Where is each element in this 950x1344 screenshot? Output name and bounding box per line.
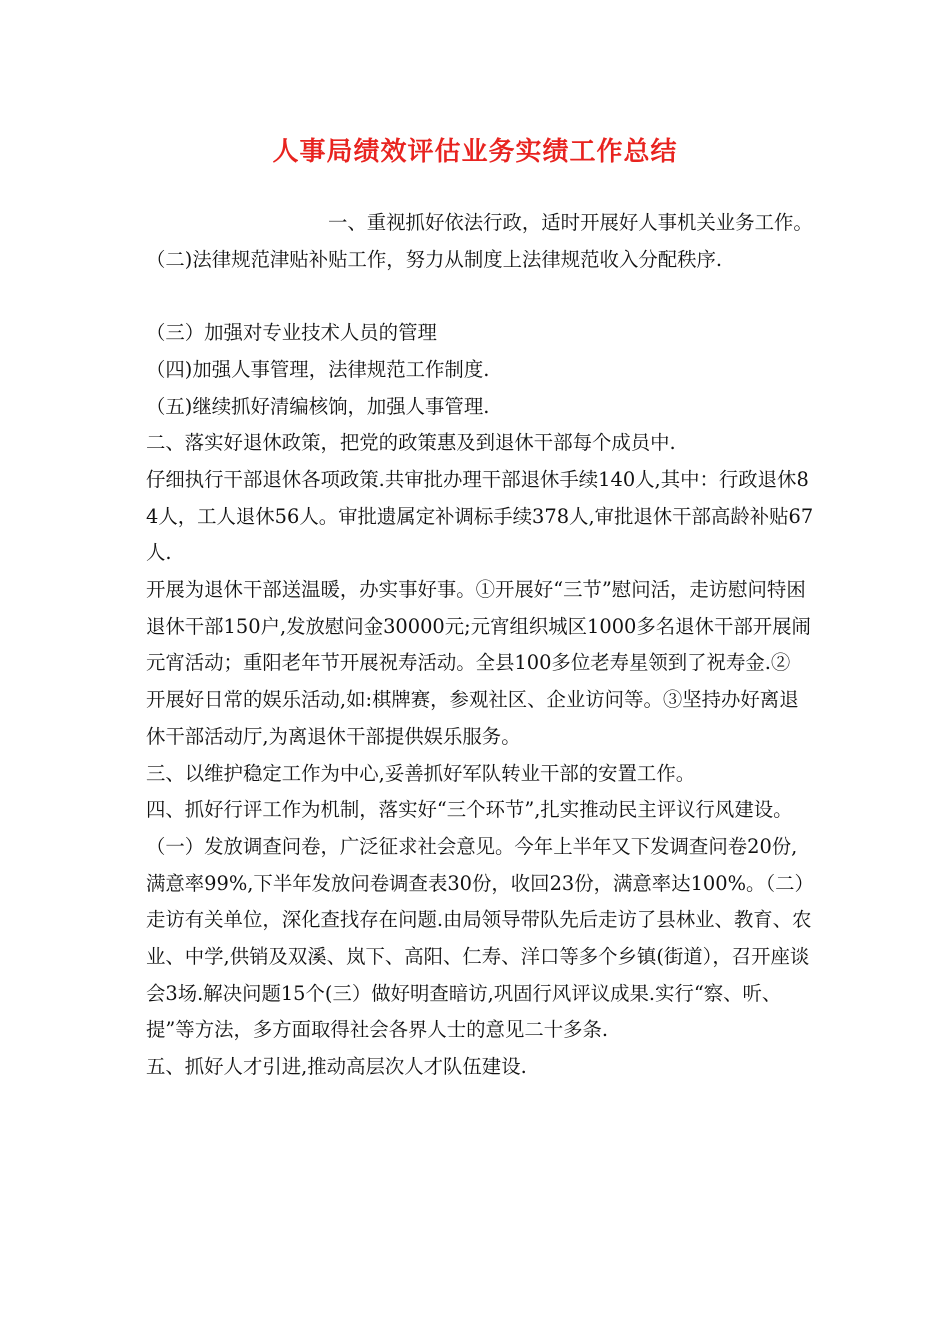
retirement-policy-paragraph: 仔细执行干部退休各项政策.共审批办理干部退休手续140人,其中：行政退休84人，工人退休56人。审批遗属定补调标手续378人,审批退休干部高龄补贴67人. (146, 467, 814, 565)
section-5-heading: 五、抓好人才引进,推动高层次人才队伍建设. (146, 1055, 527, 1079)
section-2-heading: 二、落实好退休政策，把党的政策惠及到退休干部每个成员中. (146, 431, 676, 455)
section-1-heading: 一、重视抓好依法行政，适时开展好人事机关业务工作。 (328, 211, 813, 234)
section-3-heading: 三、以维护稳定工作为中心,妥善抓好军队转业干部的安置工作。 (146, 761, 696, 785)
document-body (146, 205, 814, 1086)
subsection-2: （二)法律规范津贴补贴工作，努力从制度上法律规范收入分配秩序. (146, 247, 723, 271)
subsection-5: （五)继续抓好清编核饷，加强人事管理. (146, 394, 490, 418)
warmth-activities-paragraph: 开展为退休干部送温暖，办实事好事。①开展好“三节”慰问活，走访慰问特困退休干部150户,发放慰问金30000元;元宵组织城区1000多名退休干部开展闹元宵活动；重阳老年节开展祝寿活动。全县100多位老寿星领到了祝寿金.② 开展好日常的娱乐活动,如:棋牌赛，参观社区、企业访问等。③坚持办好离退休干部活动厅,为离退休干部提供娱乐服务。 (146, 578, 811, 748)
subsection-4: （四)加强人事管理，法律规范工作制度. (146, 357, 490, 381)
subsection-3: （三）加强对专业技术人员的管理 (146, 321, 437, 345)
blank-line (146, 278, 814, 315)
document-title: 人事局绩效评估业务实绩工作总结 (272, 137, 678, 167)
section-4-paragraph: 四、抓好行评工作为机制，落实好“三个环节”,扎实推动民主评议行风建设。（一）发放调查问卷，广泛征求社会意见。今年上半年又下发调查问卷20份,满意率99%,下半年发放问卷调查表30份，收回23份，满意率达100%。（二）走访有关单位，深化查找存在问题.由局领导带队先后走访了县林业、教育、农业、中学,供销及双溪、岚下、高阳、仁寿、洋口等多个乡镇(街道），召开座谈会3场.解决问题15个(三）做好明查暗访,巩固行风评议成果.实行“察、听、提”等方法，多方面取得社会各界人士的意见二十多条. (146, 798, 814, 1042)
